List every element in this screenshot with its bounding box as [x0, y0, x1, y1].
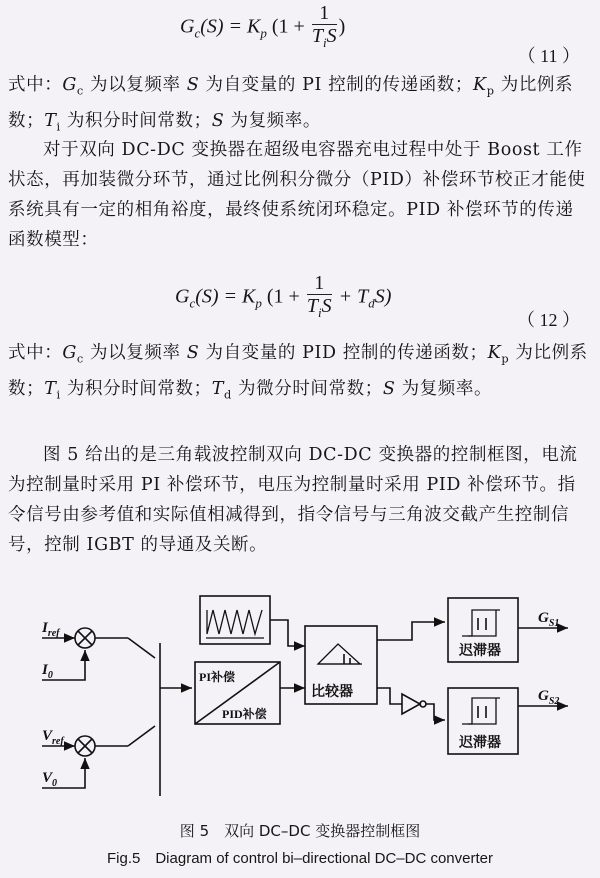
pid-label: PID补偿	[222, 707, 267, 721]
paragraph-1: 式中：$G_c$ 为以复频率 S 为自变量的 PI 控制的传递函数；$K_p$ 为比例系数；$T_i$ 为积分时间常数；S 为复频率。	[8, 75, 574, 133]
figure-caption-chinese: 图 5 双向 DC–DC 变换器控制框图	[179, 822, 421, 840]
switch-upper	[128, 638, 155, 658]
equation-11-number: （ 11 ）	[517, 46, 580, 66]
vref-label: $V_{ref}$	[42, 728, 64, 747]
figure-caption-english: Fig.5 Diagram of control bi–directional DC–DC converter	[107, 850, 493, 867]
v0-label: $V_0$	[42, 770, 58, 789]
control-block-diagram	[0, 588, 600, 818]
paragraph-4: 图 5 给出的是三角载波控制双向 DC-DC 变换器的控制框图，电流为控制量时采用 PI 补偿环节，电压为控制量时采用 PID 补偿环节。指令信号由参考值和实际值相减得到，指令信号与三角波交截产生控制信号，控制 IGBT 的导通及关断。	[8, 445, 578, 555]
paper-page: $G_c(S) = K_p$ (1 + $\frac{1}{T_iS}$ ) （ 11 ） 式中：$G_c$ 为以复频率 S 为自变量的 PI 控制的传递函数；$K_p$ 为比例系数；$T_i$ 为积分时间常数；S 为复频率。 对于双向 DC-DC 变换器在超级电容器充电过程中处于 Boost 工作状态，再加装微分环节，通过比例积分微分（PID）补偿环节校正才能使系统具有一定的相角裕度，最终使系统闭环稳定。PID 补偿环节的传递函数模型： $G_c(S) = K_p$ (1 + $\frac{1}{T_iS}$ + $T_dS$) （ 12 ） 式中：$G_c$ 为以复频率 S 为自变量的 PID 控制的传递函数；$K_p$ 为比例系数；$T_i$ 为积分时间常数；$T_d$ 为微分时间常数；S 为复频率。 图 5 给出的是三角载波控制双向 DC-DC 变换器的控制框图，电流为控制量时采用 PI 补偿环节，电压为控制量时采用 PID 补偿环节。指令信号由参考值和实际值相减得到，指令信号与三角波交截产生控制信号，控制 IGBT 的导通及关断。 $I_{ref}$ $I_0$ $V_{ref}$ $V_0$ PI补偿 PID补偿 比较器 迟滞器 迟滞器 $G_{S1}$ $G_{S2}$ 图 5 双向 DC–DC 变换器控制框图 Fig.5 Diagram of control bi–directional DC–DC converter	[0, 0, 600, 878]
inverter-gate	[402, 694, 420, 714]
comparator-label: 比较器	[311, 685, 353, 700]
switch-lower	[128, 726, 155, 746]
gs1-label: $G_{S1}$	[538, 610, 560, 629]
pi-label: PI补偿	[199, 670, 236, 684]
hysteresis-1-label: 迟滞器	[459, 644, 501, 659]
i0-label: $I_0$	[42, 662, 53, 681]
paragraph-3: 式中：$G_c$ 为以复频率 S 为自变量的 PID 控制的传递函数；$K_p$ 为比例系数；$T_i$ 为积分时间常数；$T_d$ 为微分时间常数；S 为复频率。	[8, 343, 588, 401]
hysteresis-2-label: 迟滞器	[459, 736, 501, 751]
equation-12-number: （ 12 ）	[517, 310, 580, 330]
paragraph-2: 对于双向 DC-DC 变换器在超级电容器充电过程中处于 Boost 工作状态，再加装微分环节，通过比例积分微分（PID）补偿环节校正才能使系统具有一定的相角裕度，最终使系统闭环稳定。PID 补偿环节的传递函数模型：	[8, 140, 586, 250]
iref-label: $I_{ref}$	[42, 620, 60, 639]
gs2-label: $G_{S2}$	[538, 688, 560, 707]
